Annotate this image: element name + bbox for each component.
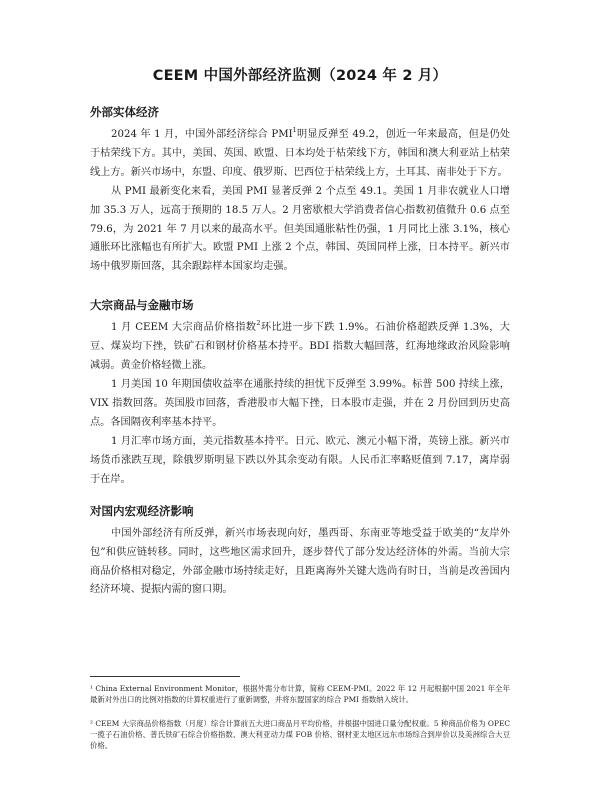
paragraph	[90, 319, 510, 375]
paragraph	[90, 525, 510, 600]
section-heading-external-real-economy: 外部实体经济	[90, 105, 159, 119]
document-title: CEEM 中国外部经济监测（2024 年 2 月）	[152, 68, 448, 84]
paragraph-text: 1 月美国 10 年期国债收益率在通胀持续的担忧下反弹至 3.99%。标普 500 持续上涨，VIX 指数回落。英国股市回落，香港股市大幅下挫，日本股市走强，并在 2 月份回到历史高点。各国隔夜利率基本持平。	[90, 379, 510, 428]
paragraph	[90, 433, 510, 489]
footnote-ref[interactable]: 2	[256, 319, 261, 327]
paragraph	[90, 183, 510, 277]
paragraph-text: 环比进一步下跌 1.9%。石油价格超跌反弹 1.3%，大豆、煤炭均下挫，铁矿石和钢材价格基本持平。BDI 指数大幅回落，红海地缘政治风险影响减弱。黄金价格轻微上涨。	[90, 322, 510, 371]
footnote-divider	[90, 676, 240, 677]
paragraph-text: 明显反弹至 49.2，创近一年来最高，但是仍处于枯荣线下方。其中，美国、英国、欧盟、日本均处于枯荣线下方，韩国和澳大利亚站上枯荣线上方。新兴市场中，东盟、印度、俄罗斯、巴西位于枯荣线上方，土耳其、南非处于下方。	[90, 129, 511, 178]
paragraph-text: 2024 年 1 月，中国外部经济综合 PMI	[111, 129, 293, 140]
paragraph-text: 1 月汇率市场方面，美元指数基本持平。日元、欧元、澳元小幅下滑，英镑上涨。新兴市场货币涨跌互现，除俄罗斯明显下跌以外其余变动有限。人民币汇率略贬值到 7.17，离岸弱于在岸。	[90, 436, 510, 485]
section-heading-commodities-financial-markets: 大宗商品与金融市场	[90, 298, 194, 312]
footnote-1: ¹ China External Environment Monitor，根据外需分布计算，简称 CEEM-PMI。2022 年 12 月起根据中国 2021 年全年最新对外出口的比例对指数的计算权重进行了重新调整，并将东盟国家的综合 PMI 指数纳入统计。	[90, 684, 510, 705]
footnote-ref[interactable]: 1	[292, 126, 297, 134]
paragraph	[90, 126, 510, 182]
paragraph-text: 1 月 CEEM 大宗商品价格指数	[111, 322, 257, 333]
paragraph-text: 从 PMI 最新变化来看，美国 PMI 显著反弹 2 个点至 49.1。美国 1 月非农就业人口增加 35.3 万人，远高于预期的 18.5 万人。2 月密歇根大学消费者信心指数初值微升 0.6 点至 79.6，为 2021 年 7 月以来的最高水平。但美国通胀粘性仍强，1 月同比上涨 3.1%，核心通胀环比涨幅也有所扩大。欧盟 PMI 上涨 2 个点，韩国、英国同样上涨，日本持平。新兴市场中俄罗斯回落，其余跟踪样本国家均走强。	[90, 186, 510, 273]
section-heading-domestic-macro-impact: 对国内宏观经济影响	[90, 504, 194, 518]
paragraph-text: 中国外部经济有所反弹，新兴市场表现向好，墨西哥、东南亚等地受益于欧美的“友岸外包”和供应链转移。同时，这些地区需求回升，逐步替代了部分发达经济体的外需。当前大宗商品价格相对稳定，外部金融市场持续走好，且距离海外关键大选尚有时日，当前是改善国内经济环境、提振内需的窗口期。	[90, 528, 510, 596]
footnote-2: ² CEEM 大宗商品价格指数（月度）综合计算前五大进口商品月平均价格，并根据中国进口量分配权重。5 种商品价格为 OPEC 一揽子石油价格、普氏铁矿石综合价格指数、澳大利亚动力煤 FOB 价格、钢材亚太地区远东市场综合到岸价以及美洲综合大豆价格。	[90, 719, 510, 751]
paragraph	[90, 376, 510, 432]
